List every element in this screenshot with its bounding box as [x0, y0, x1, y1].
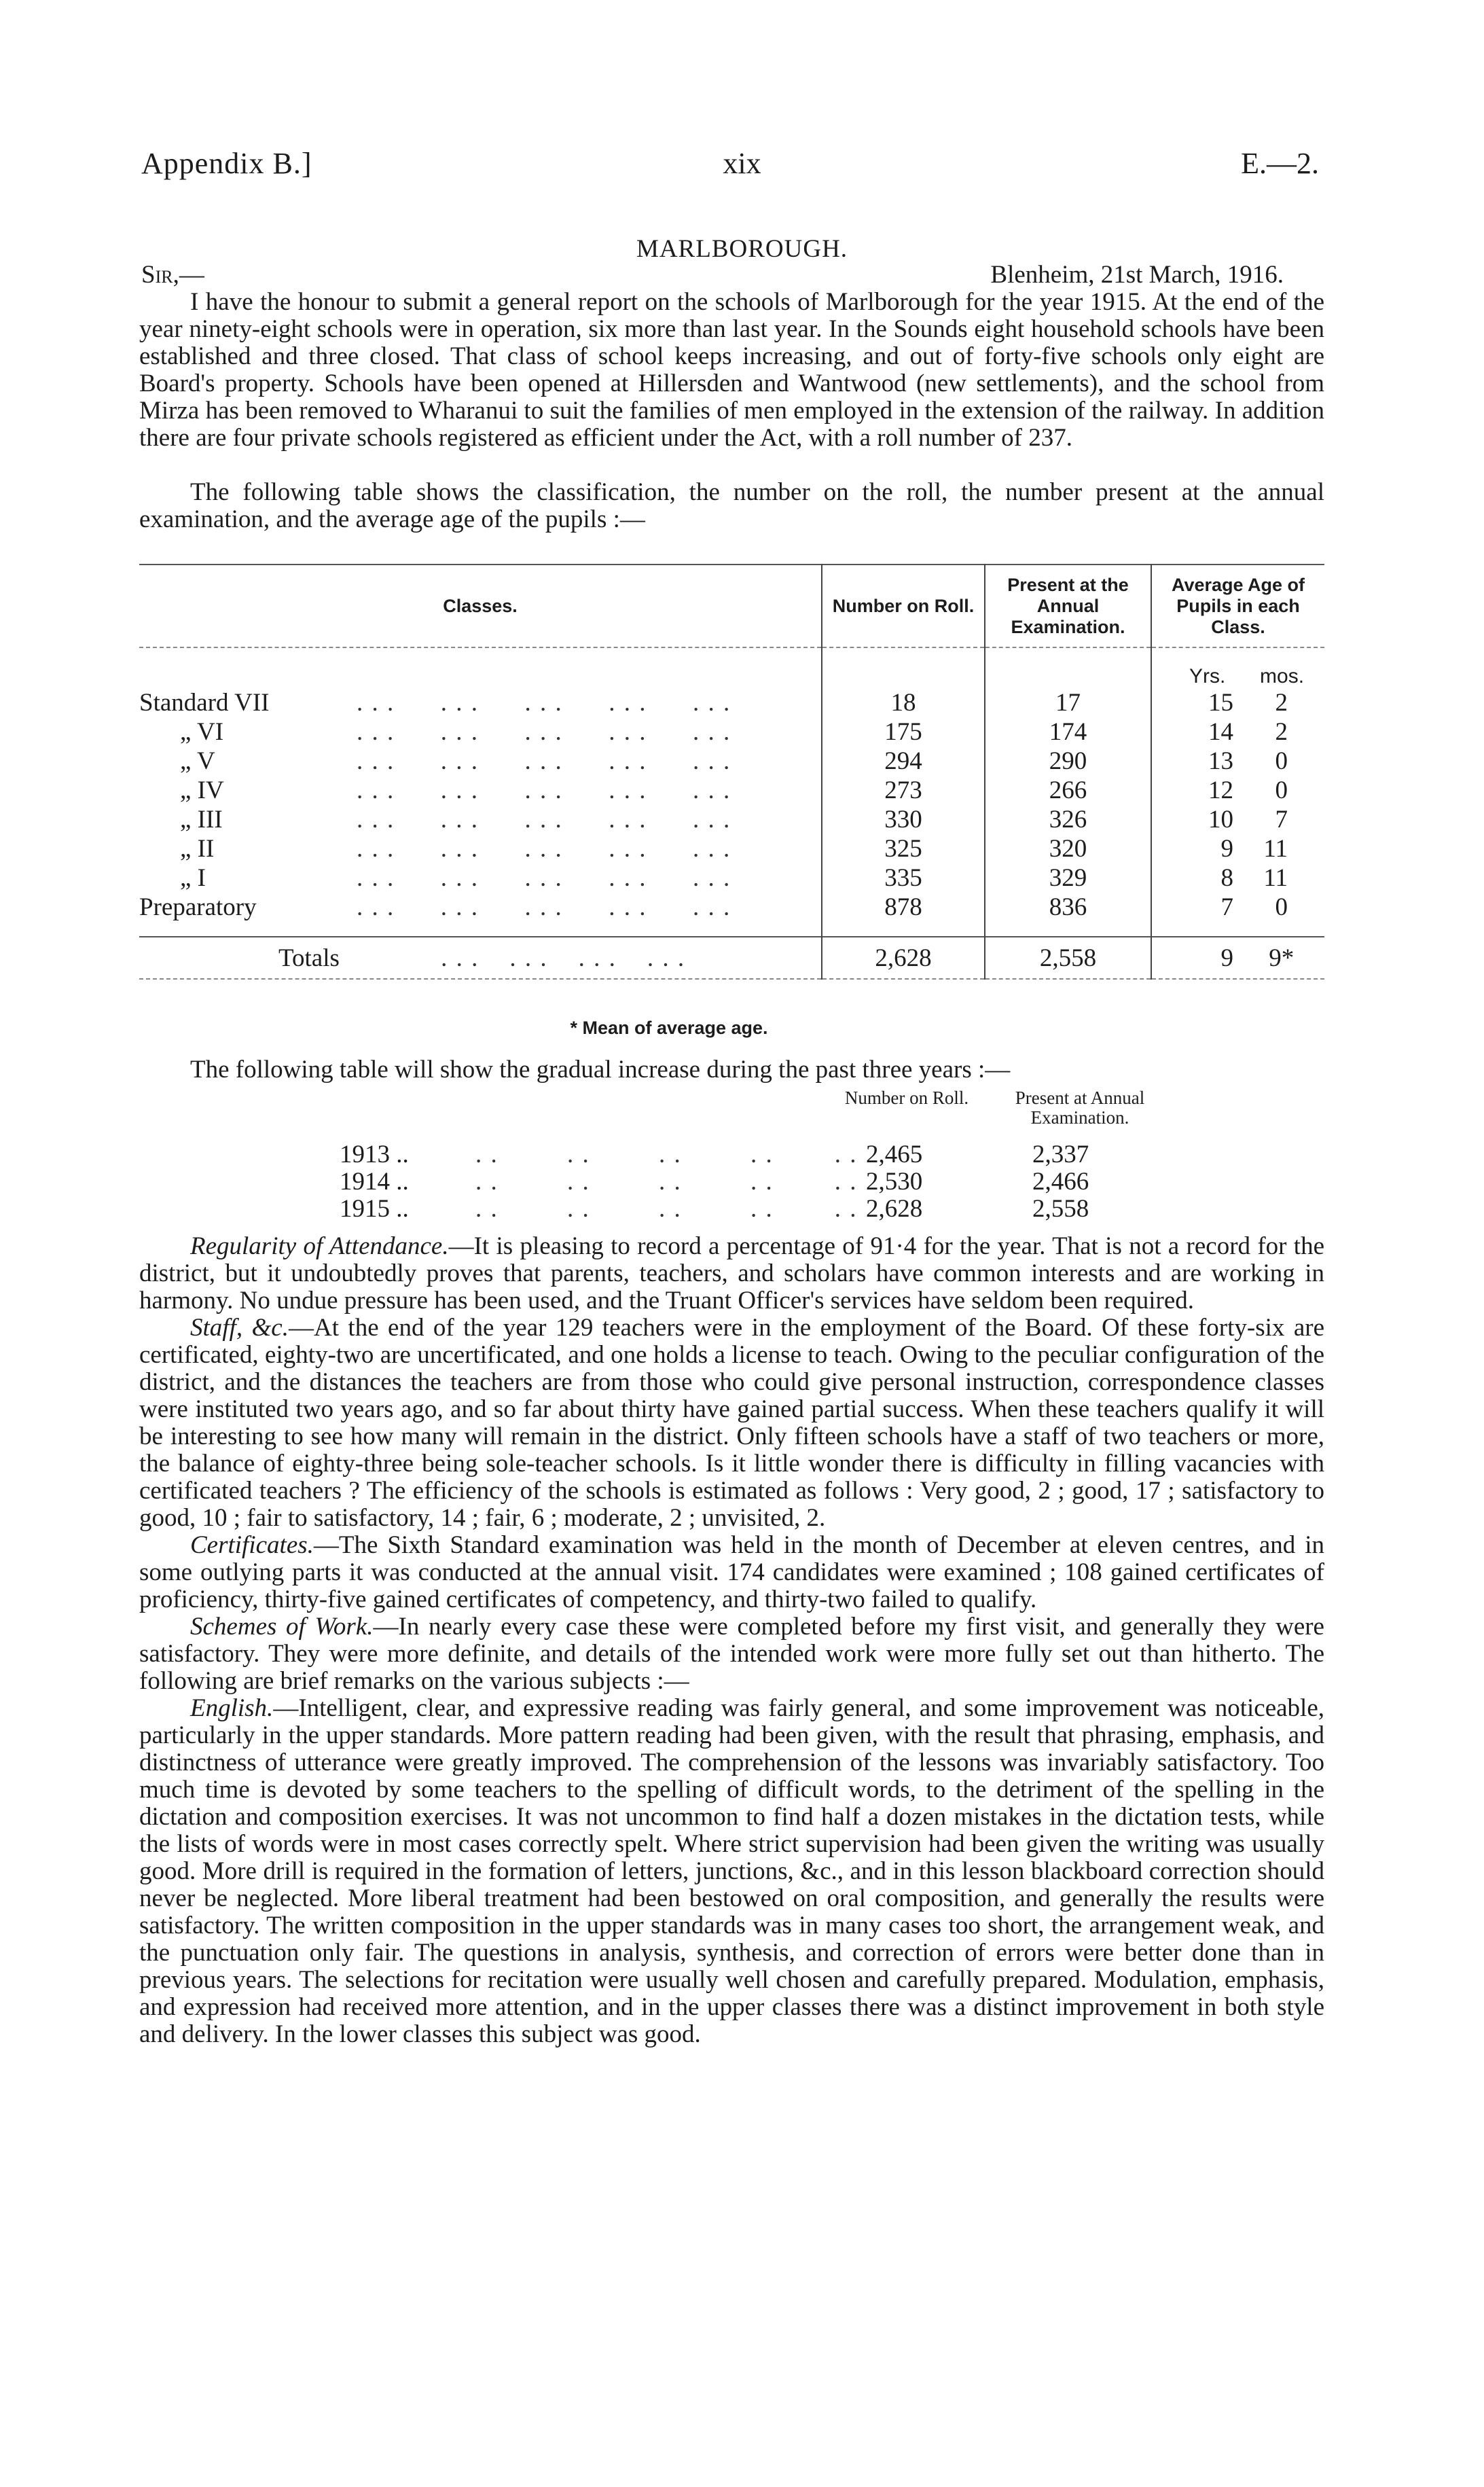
class-roll: 273 — [822, 776, 985, 805]
col-header-classes: Classes. — [443, 595, 518, 616]
section-body: —In nearly every case these were completed before my first visit, and generally they were satisfactory. They were more definite, and details of the intended work were more fully set out than hitherto. The following are brief remarks on the various subjects :— — [139, 1613, 1324, 1695]
class-age-years: 14 — [1208, 718, 1233, 746]
class-age-years: 9 — [1220, 835, 1233, 863]
class-roll: 325 — [822, 834, 985, 863]
class-row: „ IV . . . . . . . . . . . . . . . 273 266 12 0 — [139, 776, 1324, 805]
age-years-unit: Yrs. — [1189, 665, 1226, 687]
class-present: 174 — [985, 717, 1151, 747]
class-label: „ I — [180, 864, 206, 892]
class-present: 329 — [985, 863, 1151, 893]
report-section — [139, 1233, 1324, 1314]
class-age-years: 15 — [1208, 689, 1233, 717]
header-report-code: E.—2. — [1241, 147, 1319, 180]
class-label: „ V — [180, 747, 215, 775]
class-label: „ III — [180, 806, 223, 834]
report-sections — [139, 1233, 1324, 2048]
class-age-months: 0 — [1275, 776, 1288, 804]
class-present: 290 — [985, 747, 1151, 776]
age-months-unit: mos. — [1260, 665, 1305, 687]
year-present: 2,337 — [1032, 1141, 1089, 1168]
increase-header-roll: Number on Roll. — [844, 1088, 969, 1108]
class-age-years: 7 — [1220, 893, 1233, 921]
class-row: Standard VII . . . . . . . . . . . . . . . 18 17 15 2 — [139, 688, 1324, 717]
class-row: „ V . . . . . . . . . . . . . . . 294 290 13 0 — [139, 747, 1324, 776]
class-row: „ VI . . . . . . . . . . . . . . . 175 174 14 2 — [139, 717, 1324, 747]
class-age-months: 0 — [1275, 747, 1288, 775]
table-intro: The following table shows the classification, the number on the roll, the number present at the annual examination, and the average age of the pupils :— — [139, 478, 1324, 533]
increase-header-present: Present at Annual Examination. — [1015, 1088, 1145, 1128]
report-section — [139, 1532, 1324, 1613]
class-roll: 175 — [822, 717, 985, 747]
dateline: Blenheim, 21st March, 1916. — [990, 261, 1284, 289]
class-roll: 294 — [822, 747, 985, 776]
report-section — [139, 1613, 1324, 1695]
section-body: —Intelligent, clear, and expressive reading was fairly general, and some improvement was noticeable, particularly in the upper standards. More pattern reading had been given, with the result that phrasing, emphasis, and distinctness of utterance were greatly improved. The comprehension of the lessons was invariably satisfactory. Too much time is devoted by some teachers to the spelling of difficult words, to the detriment of the spelling in the dictation and composition exercises. It was not uncommon to find half a dozen mistakes in the dictation tests, while the lists of words were in most cases correctly spelt. Where strict supervision had been given the writing was usually good. More drill is required in the formation of letters, junctions, &c., and in this lesson blackboard correction should never be neglected. More liberal treatment had been bestowed on oral composition, and generally the results were satisfactory. The written composition in the upper standards was in many cases too short, the arrangement weak, and the punctuation only fair. The questions in analysis, synthesis, and correction of errors were better done than in previous years. The selections for recitation were usually well chosen and carefully prepared. Modulation, emphasis, and expression had received more attention, and in the upper classes there was a distinct improvement in both style and delivery. In the lower classes this subject was good. — [139, 1694, 1324, 2048]
salutation: Sir,— — [141, 261, 204, 289]
class-present: 17 — [985, 688, 1151, 717]
class-label: „ VI — [180, 718, 224, 746]
year-label: 1914 .. — [340, 1168, 409, 1196]
col-header-age: Average Age of Pupils in each Class. — [1151, 565, 1324, 647]
col-header-roll: Number on Roll. — [822, 565, 985, 647]
class-age-years: 12 — [1208, 776, 1233, 804]
report-section — [139, 1695, 1324, 2048]
col-header-present: Present at the Annual Examination. — [985, 565, 1151, 647]
class-label: Preparatory — [139, 893, 257, 921]
year-roll: 2,628 — [866, 1195, 923, 1223]
section-heading: Certificates. — [190, 1531, 314, 1559]
totals-row: Totals . . . . . . . . . . . . 2,628 2,558 9 9* — [139, 937, 1324, 979]
section-heading: Staff, &c. — [190, 1314, 289, 1342]
class-age-years: 8 — [1220, 864, 1233, 892]
document-page: Appendix B.] xix E.—2. MARLBOROUGH. Sir,— Blenheim, 21st March, 1916. I have the honour to submit a general report on the schools of Marlborough for the year 1915. At the end of the year ninety-eight schools were in operation, six more than last year. In the Sounds eight household schools have been established and three closed. That class of school keeps increasing, and out of forty-five schools only eight are Board's property. Schools have been opened at Hillersden and Wantwood (new settlements), and the school from Mirza has been removed to Wharanui to suit the families of men employed in the extension of the railway. In addition there are four private schools registered as efficient under the Act, with a roll number of 237. The following table shows the classification, the number on the roll, the number present at the annual examination, and the average age of the pupils :— Classes. Number on Roll. Present at the Annual Examination. Average Age of Pupils in each Class. Yrs. mos. Standard VII . . . . . . . . . . . . . . . 18 17 15 2 „ VI . . . . . . . . . . . . . . . 175 174 14 2 „ V . . . . . . . . . . . . . . . 294 290 13 0 „ IV . . . . . . . . . . . . . . . 273 266 12 0 „ III . . . . . . . . . . . . . . . 330 326 10 7 „ II . . . . . . . . . . . . . . . 325 320 9 11 „ I . . . . . . . . . . . . . . . 335 329 8 11 Preparatory . . . . . . . . . . . . . . . 878 836 7 0 Totals . . . . . . . . . . . . 2,628 2,558 9 9* * Mean of average age. The following table will show the gradual increase during the past three years :— Number on Roll. Present at Annual Examination. 1913 .. . . . . . . . . . . 2,465 2,337 1914 .. . . . . . . . . . . 2,530 2,466 1915 .. . . . . . . . . . . 2,628 2,558 Regularity of Attendance.—It is pleasing to record a percentage of 91·4 for the year. That is not a record for the district, but it undoubtedly proves that parents, teachers, and scholars have common interests and are working in harmony. No undue pressure has been used, and the Truant Officer's services have seldom been required. Staff, &c.—At the end of the year 129 teachers were in the employment of the Board. Of these forty-six are certificated, eighty-two are uncertificated, and one holds a license to teach. Owing to the peculiar configuration of the district, and the distances the teachers are from those who could give personal instruction, correspondence classes were instituted two years ago, and so far about thirty have gained partial success. When these teachers qualify it will be interesting to see how many will remain in the district. Only fifteen schools have a staff of two teachers or more, the balance of eighty-three being sole-teacher schools. Is it little wonder there is difficulty in filling vacancies with certificated teachers ? The efficiency of the schools is estimated as follows : Very good, 2 ; good, 17 ; satisfactory to good, 10 ; fair to satisfactory, 14 ; fair, 6 ; moderate, 2 ; unvisited, 2. Certificates.—The Sixth Standard examination was held in the month of December at eleven centres, and in some outlying parts it was conducted at the annual visit. 174 candidates were examined ; 108 gained certificates of proficiency, thirty-five gained certificates of competency, and thirty-two failed to qualify. Schemes of Work.—In nearly every case these were completed before my first visit, and generally they were satisfactory. They were more definite, and details of the intended work were more fully set out than hitherto. The following are brief remarks on the various subjects :— English.—Intelligent, clear, and expressive reading was fairly general, and some improvement was noticeable, particularly in the upper standards. More pattern reading had been given, with the result that phrasing, emphasis, and distinctness of utterance were greatly improved. The comprehension of the lessons was invariably satisfactory. Too much time is devoted by some teachers to the spelling of difficult words, to the detriment of the spelling in the dictation and composition exercises. It was not uncommon to find half a dozen mistakes in the dictation tests, while the lists of words were in most cases correctly spelt. Where strict supervision had been given the writing was usually good. More drill is required in the formation of letters, junctions, &c., and in this lesson blackboard correction should never be neglected. More liberal treatment had been bestowed on oral composition, and generally the results were satisfactory. The written composition in the upper standards was in many cases too short, the arrangement weak, and the punctuation only fair. The questions in analysis, synthesis, and correction of errors were better done than in previous years. The selections for recitation were usually well chosen and carefully prepared. Modulation, emphasis, and expression had received more attention, and in the upper classes there was a distinct improvement in both style and delivery. In the lower classes this subject was good. — [0, 0, 1484, 2487]
page-number: xix — [723, 147, 761, 180]
class-row: „ II . . . . . . . . . . . . . . . 325 320 9 11 — [139, 834, 1324, 863]
header-appendix: Appendix B.] — [141, 147, 312, 180]
class-roll: 335 — [822, 863, 985, 893]
class-present: 836 — [985, 893, 1151, 922]
totals-present: 2,558 — [985, 937, 1151, 979]
section-body: —The Sixth Standard examination was held in the month of December at eleven centres, and in some outlying parts it was conducted at the annual visit. 174 candidates were examined ; 108 gained certificates of proficiency, thirty-five gained certificates of competency, and thirty-two failed to qualify. — [139, 1531, 1324, 1613]
section-body: —It is pleasing to record a percentage of 91·4 for the year. That is not a record for the district, but it undoubtedly proves that parents, teachers, and scholars have common interests and are working in harmony. No undue pressure has been used, and the Truant Officer's services have seldom been required. — [139, 1232, 1324, 1314]
class-label: „ IV — [180, 776, 224, 804]
intro-paragraph: I have the honour to submit a general report on the schools of Marlborough for the year 1915. At the end of the year ninety-eight schools were in operation, six more than last year. In the Sounds eight household schools have been established and three closed. That class of school keeps increasing, and out of forty-five schools only eight are Board's property. Schools have been opened at Hillersden and Wantwood (new settlements), and the school from Mirza has been removed to Wharanui to suit the families of men employed in the extension of the railway. In addition there are four private schools registered as efficient under the Act, with a roll number of 237. — [139, 288, 1324, 452]
year-roll: 2,465 — [866, 1141, 923, 1168]
class-present: 266 — [985, 776, 1151, 805]
year-present: 2,558 — [1032, 1195, 1089, 1223]
class-age-months: 7 — [1275, 806, 1288, 834]
class-row: „ I . . . . . . . . . . . . . . . 335 329 8 11 — [139, 863, 1324, 893]
totals-roll: 2,628 — [822, 937, 985, 979]
class-label: Standard VII — [139, 689, 270, 717]
table-footnote: * Mean of average age. — [570, 1018, 768, 1038]
class-age-months: 0 — [1275, 893, 1288, 921]
class-age-years: 10 — [1208, 806, 1233, 834]
class-present: 326 — [985, 805, 1151, 834]
classification-table — [139, 564, 1324, 991]
class-age-months: 2 — [1275, 689, 1288, 717]
year-roll: 2,530 — [866, 1168, 923, 1196]
section-heading: Schemes of Work. — [190, 1613, 374, 1641]
year-label: 1915 .. — [340, 1195, 409, 1223]
totals-years: 9 — [1220, 944, 1233, 972]
class-present: 320 — [985, 834, 1151, 863]
totals-months: 9* — [1269, 944, 1295, 972]
class-age-years: 13 — [1208, 747, 1233, 775]
class-age-months: 11 — [1263, 864, 1288, 892]
report-title: MARLBOROUGH. — [636, 235, 848, 263]
class-roll: 18 — [822, 688, 985, 717]
class-label: „ II — [180, 835, 215, 863]
year-label: 1913 .. — [340, 1141, 409, 1168]
class-row: „ III . . . . . . . . . . . . . . . 330 326 10 7 — [139, 805, 1324, 834]
class-age-months: 2 — [1275, 718, 1288, 746]
section-heading: Regularity of Attendance. — [190, 1232, 449, 1260]
year-present: 2,466 — [1032, 1168, 1089, 1196]
section-heading: English. — [190, 1694, 274, 1722]
section-body: —At the end of the year 129 teachers were in the employment of the Board. Of these forty-six are certificated, eighty-two are uncertificated, and one holds a license to teach. Owing to the peculiar configuration of the district, and the distances the teachers are from those who could give personal instruction, correspondence classes were instituted two years ago, and so far about thirty have gained partial success. When these teachers qualify it will be interesting to see how many will remain in the district. Only fifteen schools have a staff of two teachers or more, the balance of eighty-three being sole-teacher schools. Is it little wonder there is difficulty in filling vacancies with certificated teachers ? The efficiency of the schools is estimated as follows : Very good, 2 ; good, 17 ; satisfactory to good, 10 ; fair to satisfactory, 14 ; fair, 6 ; moderate, 2 ; unvisited, 2. — [139, 1314, 1324, 1532]
increase-intro: The following table will show the gradual increase during the past three years :— — [190, 1056, 1011, 1084]
class-age-months: 11 — [1263, 835, 1288, 863]
totals-label: Totals — [278, 944, 340, 972]
class-roll: 330 — [822, 805, 985, 834]
class-row: Preparatory . . . . . . . . . . . . . . . 878 836 7 0 — [139, 893, 1324, 922]
report-section — [139, 1314, 1324, 1532]
class-roll: 878 — [822, 893, 985, 922]
